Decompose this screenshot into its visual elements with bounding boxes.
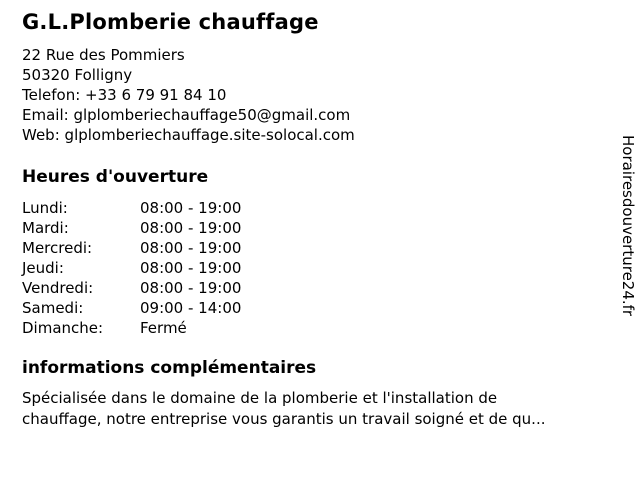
time-value: 08:00 - 19:00 bbox=[140, 199, 242, 217]
email-line bbox=[22, 105, 640, 125]
email-label: Email: bbox=[22, 106, 69, 124]
additional-info-text bbox=[22, 388, 640, 430]
day-label: Mardi: bbox=[22, 219, 69, 237]
hours-row-wednesday bbox=[22, 238, 640, 258]
opening-hours-table bbox=[22, 198, 640, 338]
time-value: 08:00 - 19:00 bbox=[140, 279, 242, 297]
day-label: Dimanche: bbox=[22, 319, 104, 337]
info-text-line-1: Spécialisée dans le domaine de la plomberie et l'installation de bbox=[22, 389, 498, 407]
time-value: 08:00 - 19:00 bbox=[140, 259, 242, 277]
address-street: 22 Rue des Pommiers bbox=[22, 46, 185, 64]
info-text-line-2: chauffage, notre entreprise vous garantis un travail soigné et de qu... bbox=[22, 410, 546, 428]
phone-value: +33 6 79 91 84 10 bbox=[85, 86, 227, 104]
phone-label: Telefon: bbox=[22, 86, 81, 104]
time-value: 09:00 - 14:00 bbox=[140, 299, 242, 317]
time-value: Fermé bbox=[140, 319, 187, 337]
hours-row-friday bbox=[22, 278, 640, 298]
hours-row-sunday bbox=[22, 318, 640, 338]
web-label: Web: bbox=[22, 126, 60, 144]
opening-hours-heading: Heures d'ouverture bbox=[22, 167, 209, 187]
hours-row-tuesday bbox=[22, 218, 640, 238]
hours-row-monday bbox=[22, 198, 640, 218]
additional-info-heading: informations complémentaires bbox=[22, 358, 317, 378]
address-city: 50320 Folligny bbox=[22, 66, 133, 84]
day-label: Jeudi: bbox=[22, 259, 64, 277]
web-value: glplomberiechauffage.site-solocal.com bbox=[64, 126, 355, 144]
time-value: 08:00 - 19:00 bbox=[140, 239, 242, 257]
hours-row-thursday bbox=[22, 258, 640, 278]
phone-line bbox=[22, 85, 640, 105]
email-value: glplomberiechauffage50@gmail.com bbox=[73, 106, 351, 124]
watermark-site-label: Horairesdouverture24.fr bbox=[619, 135, 637, 317]
hours-row-saturday bbox=[22, 298, 640, 318]
day-label: Samedi: bbox=[22, 299, 84, 317]
day-label: Mercredi: bbox=[22, 239, 93, 257]
web-line bbox=[22, 125, 640, 145]
day-label: Vendredi: bbox=[22, 279, 94, 297]
day-label: Lundi: bbox=[22, 199, 68, 217]
contact-block bbox=[22, 45, 640, 145]
time-value: 08:00 - 19:00 bbox=[140, 219, 242, 237]
page-title: G.L.Plomberie chauffage bbox=[22, 10, 319, 34]
